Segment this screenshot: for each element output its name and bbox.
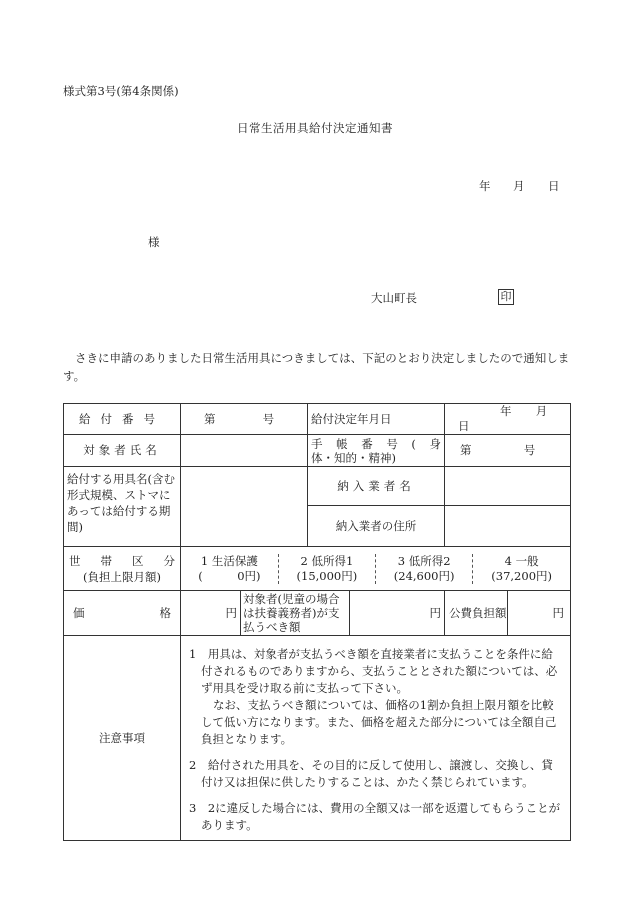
subject-name-label-cell [64,435,181,467]
handbook-label-cell [308,435,445,467]
handbook-prefix: 第 [460,443,472,457]
subject-name-cell[interactable] [181,435,308,467]
household-categories [181,554,570,584]
handbook-number-cell[interactable] [445,435,571,467]
supplier-address-label-cell [308,506,445,547]
benefit-number-label-cell [64,404,181,435]
issuer-name: 大山町長 [371,291,417,305]
public-burden-cell [445,591,571,636]
table-row [64,404,571,435]
decision-date-label: 給付決定年月日 [311,411,392,426]
handbook-label-line2: 体・知的・精神) [311,450,396,465]
handbook-suffix: 号 [523,443,536,457]
supplier-address-cell[interactable] [445,506,571,547]
household-label: 世帯区分 [69,553,175,568]
date-month-label: 月 [513,179,525,193]
benefit-number-cell[interactable] [181,404,308,435]
equipment-label-cell [64,467,181,547]
price-yen: 円 [225,605,237,620]
note-1: 1 用具は、対象者が支払うべき額を直接業者に支払うことを条件に給付されるものでありますから、支払うこととされた額については、必ず用具を受け取る前に支払って下さい。 なお、支払うべき額については、価格の1割か負担上限月額を比較して低い方になります。また、価格を超えた部分については全額自己負担となります。 [189,646,562,748]
decision-table [63,403,571,841]
notes-cell [181,636,571,841]
public-burden-label: 公費負担額 [445,591,508,635]
benefit-number-suffix: 号 [262,411,275,426]
category-low-income-2[interactable]: 3 低所得2 (24,600円) [376,554,473,584]
supplier-name-label-cell [308,467,445,506]
decision-date-month: 月 [535,404,548,418]
category-low-income-1[interactable]: 2 低所得1 (15,000円) [278,554,375,584]
supplier-name-label: 納入業者名 [337,478,415,493]
price-label: 価格 [73,605,171,620]
date-day-label: 日 [548,179,560,193]
intro-paragraph: さきに申請のありました日常生活用具につきましては、下記のとおり決定しましたので通知します。 [63,351,570,383]
category-general[interactable]: 4 一般 (37,200円) [473,554,570,584]
payer-label-cell [241,591,350,636]
table-row [64,435,571,467]
household-sublabel: (負担上限月額) [83,569,161,584]
note-3: 3 2に違反した場合には、費用の全額又は一部を返還してもらうことがあります。 [189,801,561,832]
category-welfare[interactable]: 1 生活保護 ( 0円) [198,553,261,583]
notes-label: 注意事項 [99,730,145,745]
table-row [64,591,571,636]
payer-label: 対象者(児童の場合は扶養義務者)が支払うべき額 [243,592,340,634]
supplier-address-label: 納入業者の住所 [335,518,417,533]
household-categories-cell [181,547,571,591]
addressee-honorific: 様 [148,235,160,249]
form-number: 様式第3号(第4条関係) [63,84,179,98]
note-2: 2 給付された用具を、その目的に反して使用し、譲渡し、交換し、貸付け又は担保に供したりすることは、かたく禁じられています。 [189,758,553,789]
date-year-label: 年 [479,179,491,193]
table-row [64,636,571,841]
benefit-number-label: 給付番号 [79,411,165,426]
seal-stamp-box: 印 [498,289,514,305]
document-title: 日常生活用具給付決定通知書 [237,121,393,135]
public-burden-yen[interactable]: 円 [552,605,565,620]
table-row [64,467,571,506]
note-1-sub: なお、支払うべき額については、価格の1割か負担上限月額を比較して低い方になります。また、価格を超えた部分については全額自己負担となります。 [201,698,557,746]
benefit-number-prefix: 第 [204,411,216,426]
equipment-label: 給付する用具名(含む形式規模、ストマにあっては給付する期間) [67,472,175,534]
supplier-name-cell[interactable] [445,467,571,506]
table-row [64,547,571,591]
payer-amount-cell[interactable] [350,591,445,636]
price-value-cell[interactable] [181,591,241,636]
decision-date-year: 年 [500,404,512,418]
household-label-cell [64,547,181,591]
subject-name-label: 対象者氏名 [83,443,161,457]
notes-label-cell [64,636,181,841]
handbook-label-line1: 手帳番号(身 [311,436,442,451]
price-label-cell [64,591,181,636]
payer-yen: 円 [429,605,442,620]
decision-date-day: 日 [458,419,470,433]
equipment-cell[interactable] [181,467,308,547]
decision-date-label-cell [308,404,445,435]
decision-date-cell[interactable] [445,404,571,435]
